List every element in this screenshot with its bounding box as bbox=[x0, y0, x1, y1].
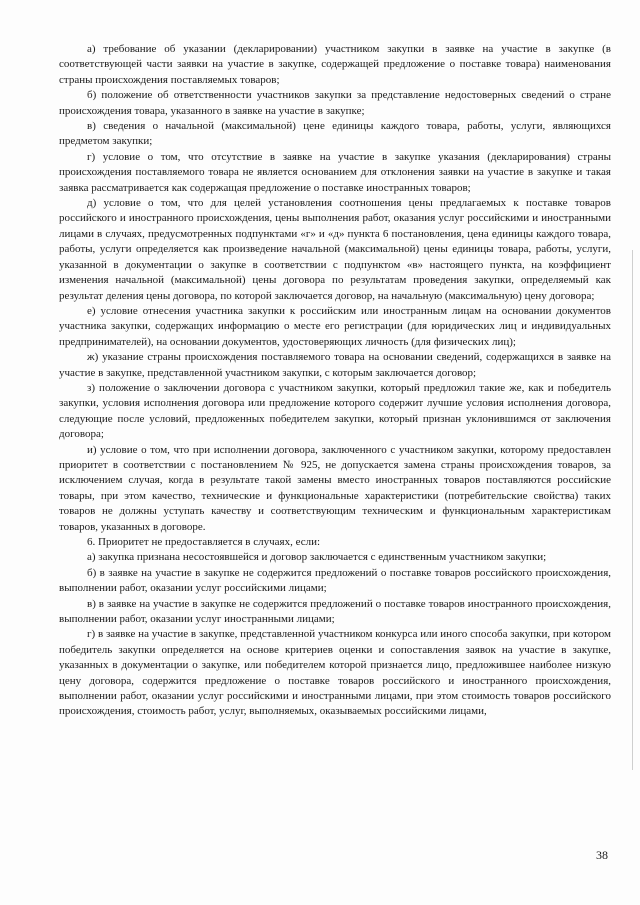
paragraph-6g: г) в заявке на участие в закупке, представленной участником конкурса или иного способа закупки, при котором победитель закупки определяется на основе критериев оценки и сопоставления заявок на участие в закупке, указанных в документации о закупке, или победителем которой признается лицо, предложившее наиболее низкую цену договора, содержится предложение о поставке товаров российского и иностранного происхождения, выполнении работ, оказании услуг российскими и иностранными лицами, при этом стоимость товаров российского происхождения, стоимость работ, услуг, выполняемых, оказываемых российскими лицами, bbox=[59, 628, 611, 718]
paragraph-z-contract-conclusion: з) положение о заключении договора с участником закупки, который предложил такие же, как и победитель закупки, условия исполнения договора или предложение которого содержит лучшие условия исполнения договора, следующие после условий, предложенных победителем закупки, который признан уклонившимся от заключения договора; bbox=[59, 381, 611, 441]
scan-edge-line bbox=[632, 250, 633, 770]
section-6-heading: 6. Приоритет не предоставляется в случаях, если: bbox=[87, 536, 321, 548]
document-body bbox=[59, 42, 611, 720]
paragraph-zh-country-of-origin: ж) указание страны происхождения поставляемого товара на основании сведений, содержащихся в заявке на участие в закупке, представленной участником закупки, с которым заключается договор; bbox=[59, 351, 611, 379]
paragraph-a-declaration: а) требование об указании (декларировании) участником закупки в заявке на участие в закупке (в соответствующей части заявки на участие в закупке, содержащей предложение о поставке товара) наименования страны происхождения поставляемых товаров; bbox=[59, 43, 611, 86]
page-number: 38 bbox=[596, 848, 608, 862]
paragraph-6a: а) закупка признана несостоявшейся и договор заключается с единственным участником закупки; bbox=[87, 551, 547, 564]
paragraph-d-price-ratio: д) условие о том, что для целей установления соотношения цены предлагаемых к поставке товаров российского и иностранного происхождения, цены выполнения работ, оказания услуг российскими и иностранными лицами в случаях, предусмотренных подпунктами «г» и «д» пункта 6 постановления, цена единицы каждого товара, работы, услуги определяется как произведение начальной (максимальной) цены единицы товара, работы, услуги, указанной в документации о закупке в соответствии с подпунктом «в» настоящего пункта, на коэффициент изменения начальной (максимальной) цены договора по результатам проведения закупки, определяемый как результат деления цены договора, по которой заключается договор, на начальную (максимальную) цену договора; bbox=[59, 197, 611, 302]
paragraph-i-no-substitution: и) условие о том, что при исполнении договора, заключенного с участником закупки, которому предоставлен приоритет в соответствии с постановлением № 925, не допускается замена страны происхождения товаров, за исключением случая, когда в результате такой замены вместо иностранных товаров поставляются российские товары, при этом качество, технические и функциональные характеристики (потребительские свойства) таких товаров не должны уступать качеству и соответствующим техническим и функциональным характеристикам товаров, указанных в договоре. bbox=[59, 443, 611, 533]
paragraph-6b: б) в заявке на участие в закупке не содержится предложений о поставке товаров российского происхождения, выполнении работ, оказании услуг российскими лицами; bbox=[59, 566, 611, 595]
paragraph-v-unit-price: в) сведения о начальной (максимальной) цене единицы каждого товара, работы, услуги, являющихся предметом закупки; bbox=[59, 120, 611, 148]
paragraph-b-liability: б) положение об ответственности участников закупки за представление недостоверных сведений о стране происхождения товара, указанного в заявке на участие в закупке; bbox=[59, 89, 611, 117]
paragraph-g-absence-of-origin: г) условие о том, что отсутствие в заявке на участие в закупке указания (декларирования) страны происхождения поставляемого товара не является основанием для отклонения заявки на участие в закупке и такая заявка рассматривается как содержащая предложение о поставке иностранных товаров; bbox=[59, 150, 611, 194]
paragraph-e-participant-classification: е) условие отнесения участника закупки к российским или иностранным лицам на основании документов участника закупки, содержащих информацию о месте его регистрации (для юридических лиц и индивидуальных предпринимателей), на основании документов, удостоверяющих личность (для физических лиц); bbox=[59, 304, 611, 348]
paragraph-6v: в) в заявке на участие в закупке не содержится предложений о поставке товаров иностранного происхождения, выполнении работ, оказании услуг иностранными лицами; bbox=[59, 597, 611, 626]
